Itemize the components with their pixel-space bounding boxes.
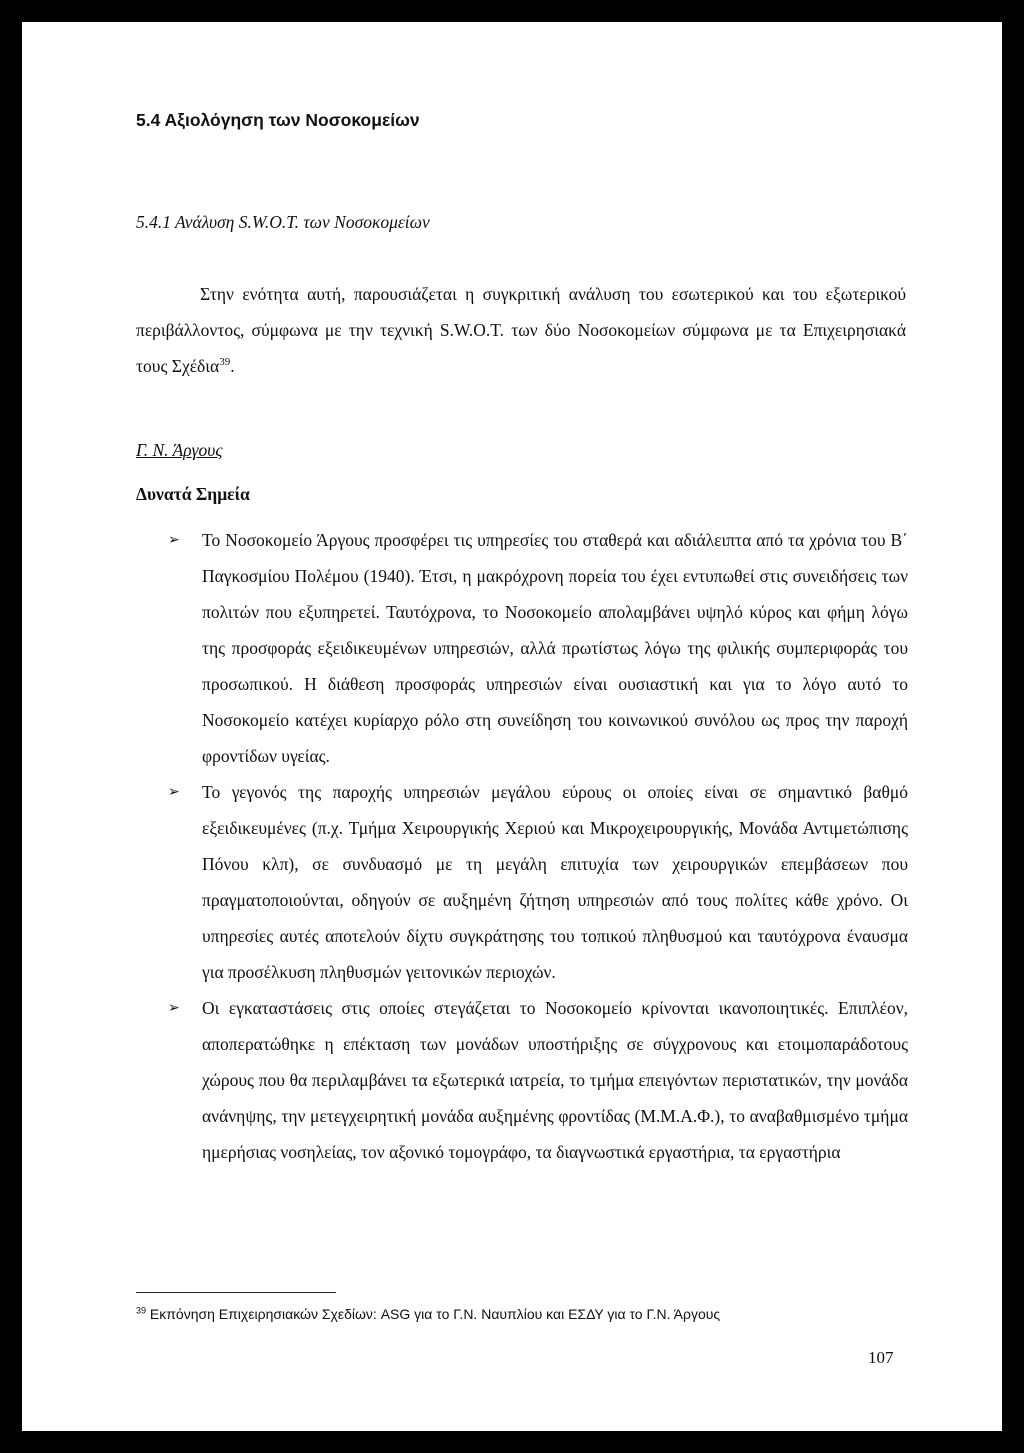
hospital-heading: Γ. Ν. Άργους [136, 440, 223, 460]
page-number: 107 [868, 1348, 894, 1367]
footnote-divider [136, 1292, 336, 1293]
list-item-text: Οι εγκαταστάσεις στις οποίες στεγάζεται το Νοσοκομείο κρίνονται ικανοποιητικές. Επιπλέον, αποπερατώθηκε η επέκταση των μονάδων υποστήριξης σε σύγχρονους και ετοιμοπαράδοτους χώρους που θα περιλαμβάνει τα εξωτερικά ιατρεία, το τμήμα επειγόντων περιστατικών, την μονάδα ανάνηψης, την μετεγχειρητική μονάδα αυξημένης φροντίδας (Μ.Μ.Α.Φ.), το αναβαθμισμένο τμήμα ημερήσιας νοσηλείας, τον αξονικό τομογράφο, τα διαγνωστικά εργαστήρια, τα εργαστήρια [202, 998, 908, 1162]
arrow-bullet-icon: ➢ [168, 1000, 180, 1016]
strengths-heading: Δυνατά Σημεία [136, 484, 250, 504]
arrow-bullet-icon: ➢ [168, 532, 180, 548]
list-item [136, 990, 908, 1170]
arrow-bullet-icon: ➢ [168, 784, 180, 800]
list-item [136, 774, 908, 990]
footnote-number: 39 [136, 1305, 147, 1316]
list-item [136, 522, 908, 774]
intro-paragraph [136, 276, 906, 384]
subsection-title: 5.4.1 Ανάλυση S.W.O.T. των Νοσοκομείων [136, 212, 430, 232]
intro-end: . [230, 356, 235, 376]
document-page [22, 22, 1002, 1431]
list-item-text: Το γεγονός της παροχής υπηρεσιών μεγάλου εύρους οι οποίες είναι σε σημαντικό βαθμό εξειδικευμένες (π.χ. Τμήμα Χειρουργικής Χεριού και Μικροχειρουργικής, Μονάδα Αντιμετώπισης Πόνου κλπ), σε συνδυασμό με τη μεγάλη επιτυχία των χειρουργικών επεμβάσεων που πραγματοποιούνται, οδηγούν σε αυξημένη ζήτηση υπηρεσιών από τους πολίτες κάθε χρόνο. Οι υπηρεσίες αυτές αποτελούν δίχτυ συγκράτησης του τοπικού πληθυσμού και ταυτόχρονα έναυσμα για προσέλκυση πληθυσμών γειτονικών περιοχών. [202, 782, 908, 982]
section-title: 5.4 Αξιολόγηση των Νοσοκομείων [136, 110, 420, 130]
footnote-reference: 39 [219, 356, 231, 369]
strengths-list [136, 522, 908, 1170]
intro-text-block [136, 276, 906, 384]
intro-text: Στην ενότητα αυτή, παρουσιάζεται η συγκριτική ανάλυση του εσωτερικού και του εξωτερικού περιβάλλοντος, σύμφωνα με την τεχνική S.W.O.T. των δύο Νοσοκομείων σύμφωνα με τα Επιχειρησιακά τους Σχέδια [136, 284, 906, 376]
footnote-text: Εκπόνηση Επιχειρησιακών Σχεδίων: ASG για το Γ.Ν. Ναυπλίου και ΕΣΔΥ για το Γ.Ν. Άργους [149, 1306, 721, 1322]
list-item-text: Το Νοσοκομείο Άργους προσφέρει τις υπηρεσίες του σταθερά και αδιάλειπτα από τα χρόνια του Β΄ Παγκοσμίου Πολέμου (1940). Έτσι, η μακρόχρονη πορεία του έχει εντυπωθεί στις συνειδήσεις των πολιτών που εξυπηρετεί. Ταυτόχρονα, το Νοσοκομείο απολαμβάνει υψηλό κύρος και φήμη λόγω της προσφοράς εξειδικευμένων υπηρεσιών, αλλά πρωτίστως λόγω της φιλικής συμπεριφοράς του προσωπικού. Η διάθεση προσφοράς υπηρεσιών είναι ουσιαστική και για το λόγο αυτό το Νοσοκομείο κατέχει κυρίαρχο ρόλο στη συνείδηση του κοινωνικού συνόλου ως προς την παροχή φροντίδων υγείας. [202, 530, 908, 766]
footnote [136, 1306, 720, 1322]
